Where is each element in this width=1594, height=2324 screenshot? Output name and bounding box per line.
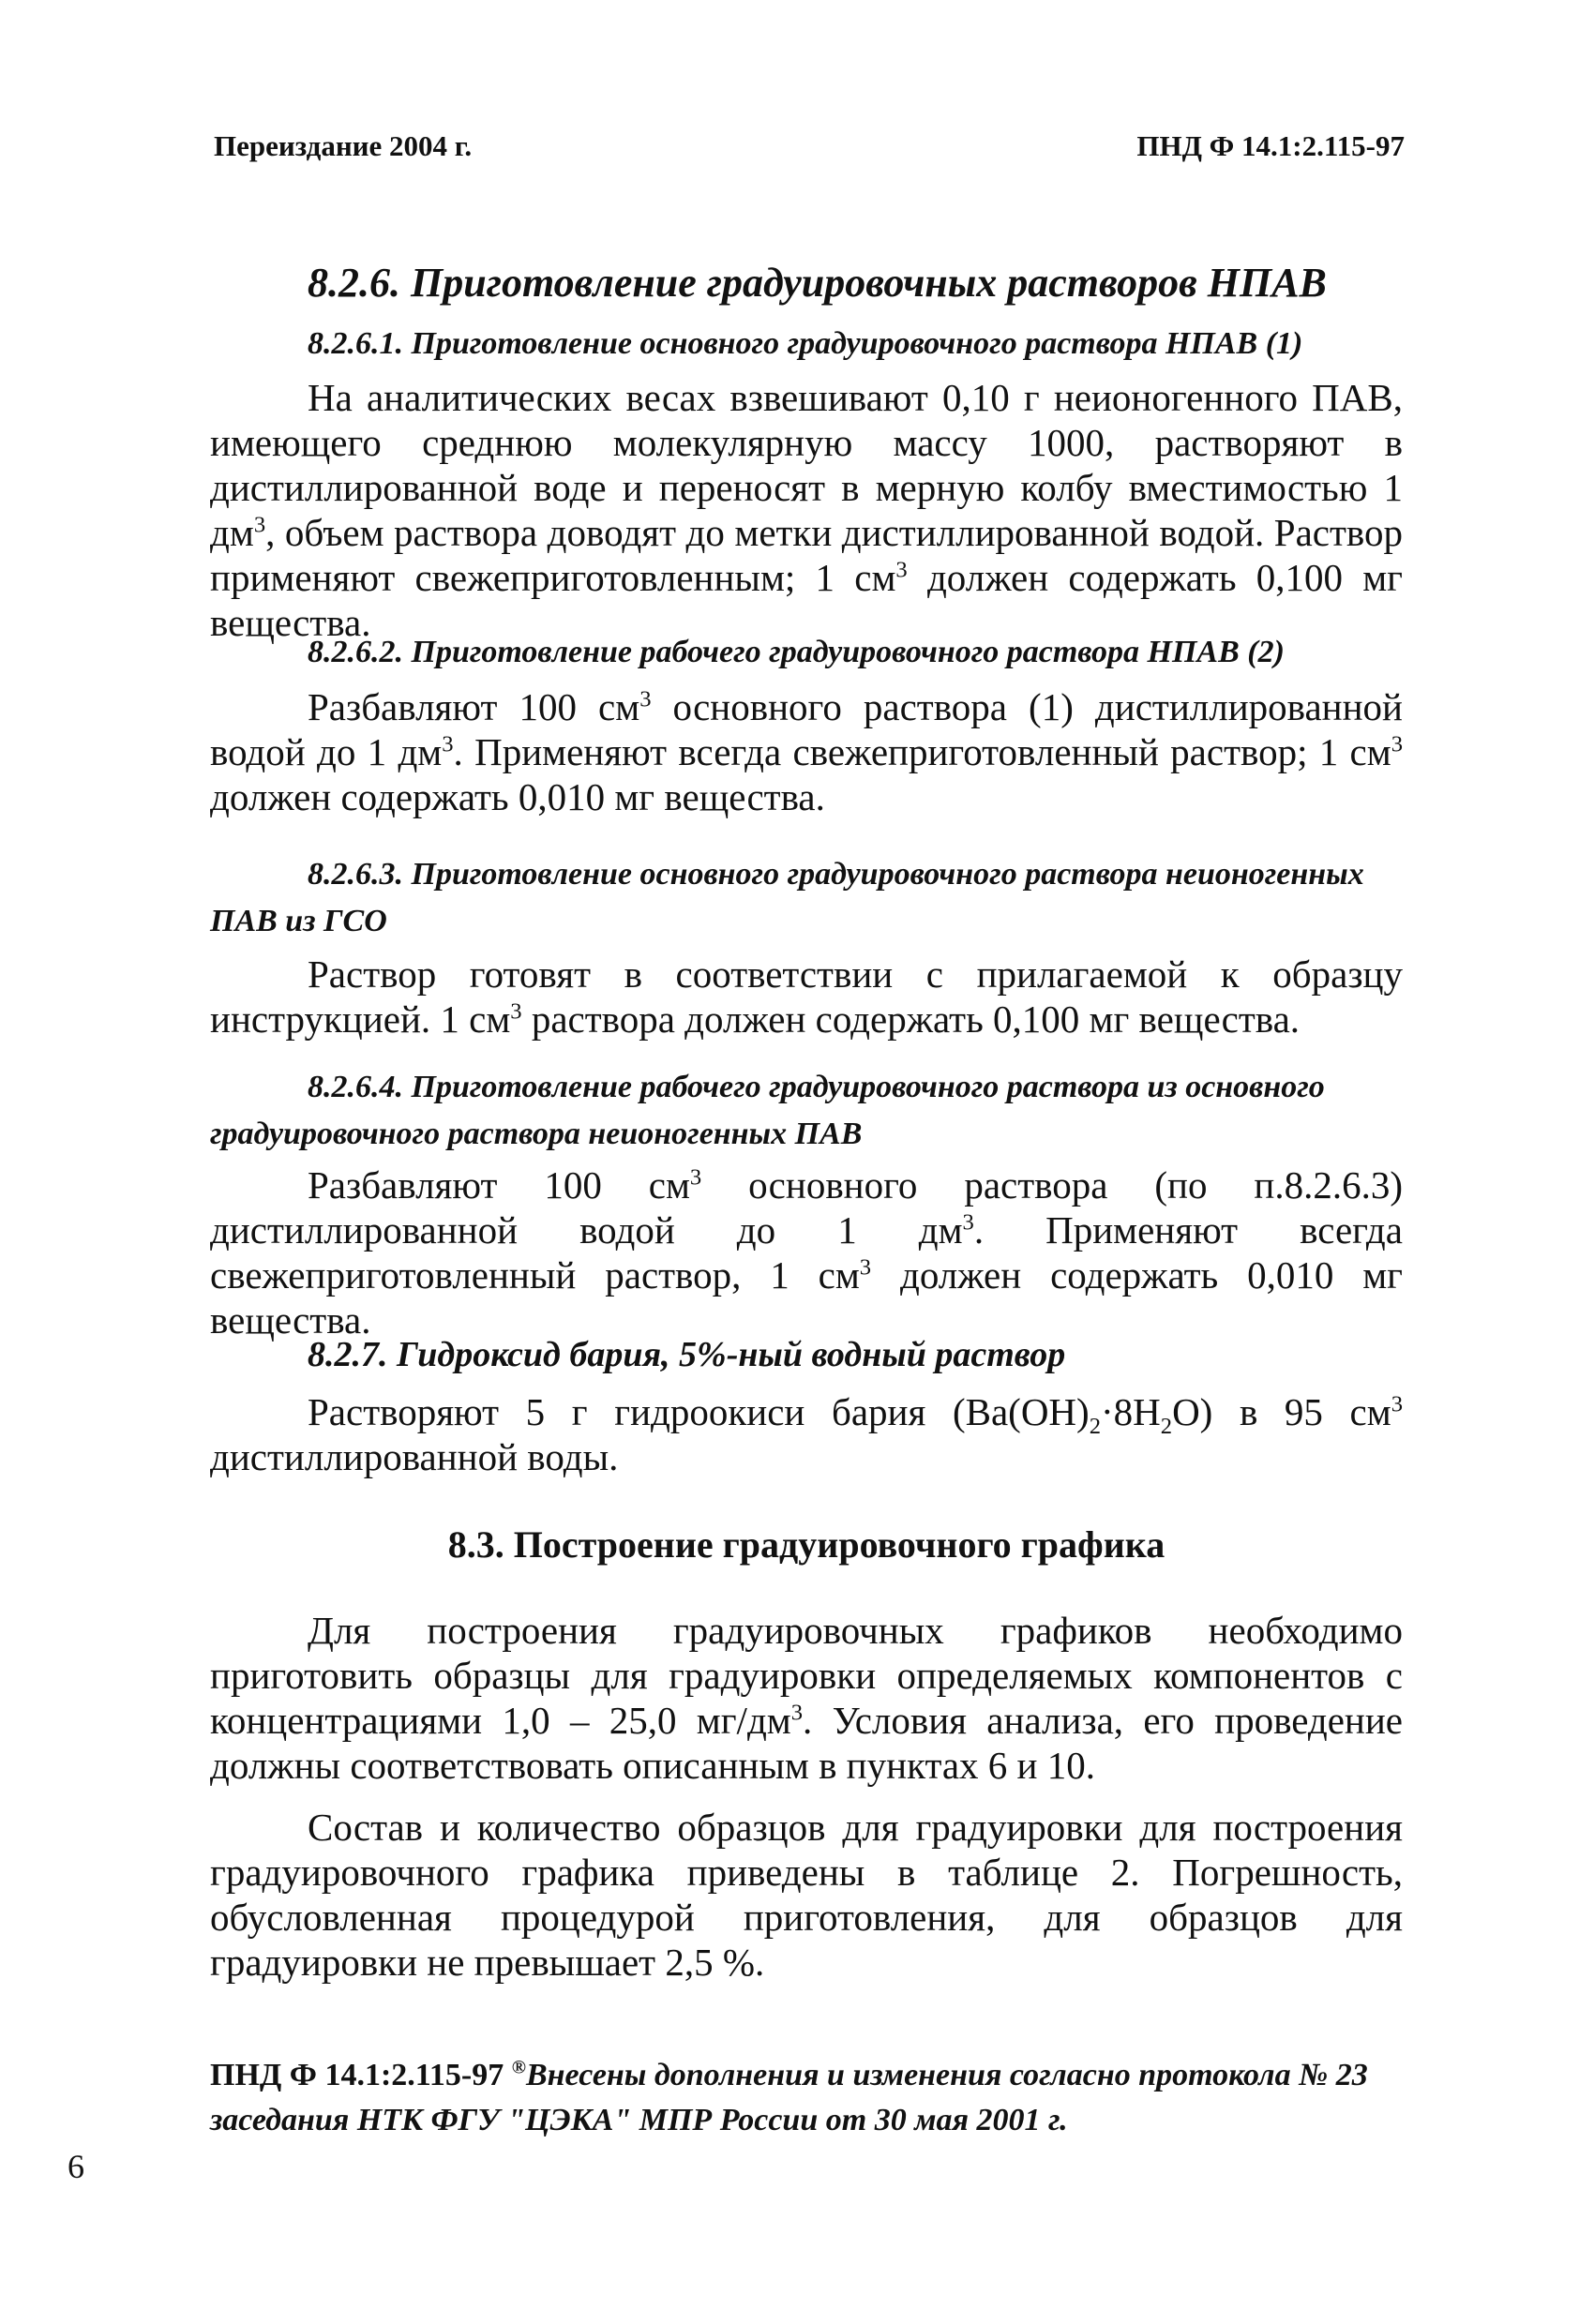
section-8-2-6-1-title: 8.2.6.1. Приготовление основного градуировочного раствора НПАВ (1): [308, 326, 1303, 361]
section-8-2-6-4-paragraph: Разбавляют 100 $см^3$ основного раствора (по п.8.2.6.3) дистиллированной водой до 1 $дм^3$. Применяют всегда свежеприготовленный раствор, 1 $см^3$ должен содержать 0,010 мг вещества.: [210, 1163, 1403, 1342]
header-left: Переиздание 2004 г.: [214, 129, 473, 162]
section-8-2-6-4-title: 8.2.6.4. Приготовление рабочего градуировочного раствора из основного градуировочного раствора неионогенных ПАВ: [210, 1070, 1325, 1151]
section-8-2-6-1-paragraph: На аналитических весах взвешивают 0,10 г неионогенного ПАВ, имеющего среднюю молекулярную массу 1000, растворяют в дистиллированной воде и переносят в мерную колбу вместимостью 1 $дм^3$, объем раствора доводят до метки дистиллированной водой. Раствор применяют свежеприготовленным; 1 $см^3$ должен содержать 0,100 мг вещества.: [210, 376, 1404, 644]
section-8-2-6-2-title: 8.2.6.2. Приготовление рабочего градуировочного раствора НПАВ (2): [308, 635, 1285, 669]
page-number: 6: [68, 2148, 84, 2185]
section-8-2-6-title: 8.2.6. Приготовление градуировочных растворов НПАВ: [308, 260, 1327, 306]
section-8-3-title: 8.3. Построение градуировочного графика: [447, 1523, 1165, 1566]
footnote: ПНД Ф 14.1:2.115-97 ®Внесены дополнения и изменения согласно протокола № 23 заседания НТК ФГУ "ЦЭКА" МПР России от 30 мая 2001 г.: [210, 2057, 1368, 2137]
section-8-3-paragraph-1: Для построения градуировочных графиков необходимо приготовить образцы для градуировки определяемых компонентов с концентрациями 1,0 – 25,0 $мг/дм^3$. Условия анализа, его проведение должны соответствовать описанным в пунктах 6 и 10.: [210, 1609, 1403, 1787]
section-8-2-7-title: 8.2.7. Гидроксид бария, 5%-ный водный раствор: [308, 1335, 1066, 1374]
section-8-2-7-paragraph: Растворяют 5 г гидроокиси бария $(Ba(OH)_2\cdot 8H_2O)$ в 95 $см^3$ дистиллированной воды.: [210, 1390, 1403, 1478]
section-8-2-6-3-title: 8.2.6.3. Приготовление основного градуировочного раствора неионогенных ПАВ из ГСО: [210, 857, 1364, 938]
section-8-2-6-2-paragraph: Разбавляют 100 $см^3$ основного раствора (1) дистиллированной водой до 1 $дм^3$. Применяют всегда свежеприготовленный раствор; 1 $см^3$ должен содержать 0,010 мг вещества.: [210, 685, 1403, 818]
header-right: ПНД Ф 14.1:2.115-97: [1136, 129, 1405, 162]
section-8-2-6-3-paragraph: Раствор готовят в соответствии с прилагаемой к образцу инструкцией. 1 $см^3$ раствора должен содержать 0,100 мг вещества.: [210, 952, 1403, 1041]
section-8-3-paragraph-2: Состав и количество образцов для градуировки для построения градуировочного графика приведены в таблице 2. Погрешность, обусловленная процедурой приготовления, для образцов для градуировки не превышает 2,5 %.: [210, 1806, 1403, 1984]
